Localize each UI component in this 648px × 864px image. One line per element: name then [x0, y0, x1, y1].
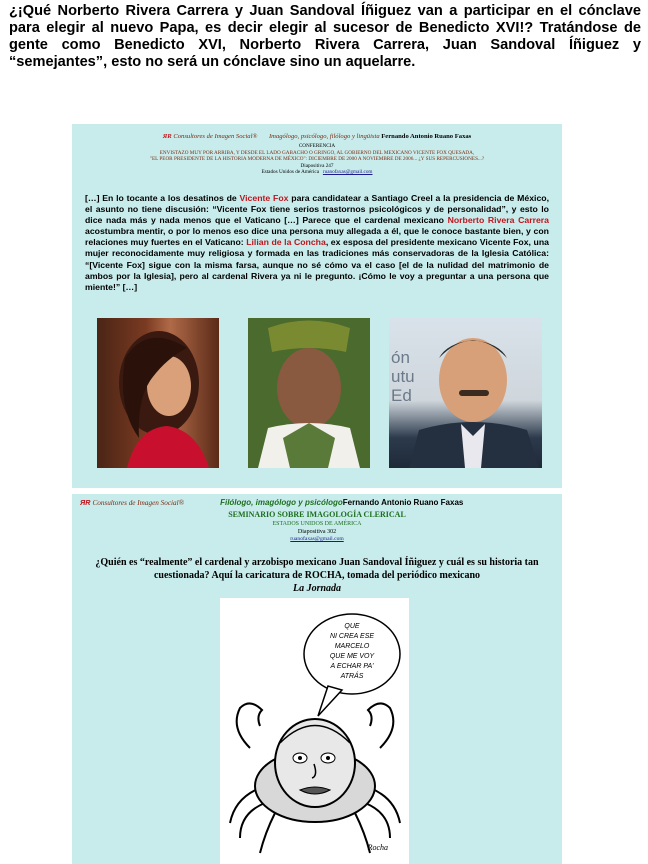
bubble-line: QUE ME VOY — [329, 653, 375, 660]
seminar-slide — [72, 494, 562, 864]
email-link[interactable]: ruanofaxas@gmail.com — [290, 536, 344, 542]
name-vicente-fox: Vicente Fox — [239, 193, 289, 203]
brand-name: Consultores de Imagen Social® — [173, 133, 258, 140]
seminar-header-lines — [72, 510, 562, 543]
photo-vicente-fox — [389, 318, 542, 468]
author-roles: Filólogo, imagólogo y psicólogo — [220, 498, 343, 507]
cartoon-intro: ¿Quién es “realmente” el cardenal y arzobispo mexicano Juan Sandoval Íñiguez y cuál es su historia tan cuestionada? Aquí la caricatura de ROCHA, tomada del periódico mexicano La Jornada — [95, 557, 539, 594]
brand-name: Consultores de Imagen Social® — [92, 499, 185, 507]
seminar-title: SEMINARIO SOBRE IMAGOLOGÍA CLERICAL — [228, 510, 406, 519]
slide-number: Diapositiva 247 — [300, 162, 334, 169]
name-lilian-de-la-concha: Lilian de la Concha — [246, 237, 326, 248]
brand-logo: ЯR — [80, 498, 91, 507]
conference-slide — [72, 124, 562, 488]
seminar-country: ESTADOS UNIDOS DE AMÉRICA — [272, 521, 362, 527]
newspaper-name: La Jornada — [292, 583, 342, 594]
slide-header — [72, 133, 562, 140]
slide-header-lines — [72, 143, 562, 176]
author-roles: Imagólogo, psicólogo, filólogo y lingüista — [268, 133, 380, 140]
country-label: Estados Unidos de América — [261, 169, 319, 176]
conference-label: CONFERENCIA — [298, 143, 336, 149]
background-banner-text: ón utu Ed — [391, 348, 415, 405]
bubble-line: MARCELO — [334, 643, 370, 650]
slide-number: Diapositiva 302 — [297, 529, 337, 535]
bubble-line: NI CREA ESE — [329, 633, 375, 640]
slide-header — [80, 498, 463, 507]
author-name: Fernando Antonio Ruano Faxas — [381, 133, 472, 140]
brand-logo: ЯR — [162, 133, 172, 140]
quote-paragraph: […] En lo tocante a los desatinos de Vicente Fox para candidatear a Santiago Creel a la presidencia de México, el asunto no tiene discusión: “Vicente Fox tiene serios trastornos psicológicos y de personalidad”, y esto lo dice nada más y nada menos que el Vaticano […] Parece que el cardenal mexicano Norberto Rivera Carrera acostumbra mentir, o por lo menos eso dice una persona muy allegada a él, que le conoce bastante bien, y con relaciones muy fuertes en el Vaticano: Lilian de la Concha, ex esposa del presidente mexicano Vicente Fox, una mujer reconocidamente muy religiosa y formada en las tradiciones más conservadoras de la Iglesia Católica: “[Vicente Fox] sigue con la misma farsa, aunque no sé cómo va el caso [el de la nulidad del matrimonio de ambos por la Iglesia], pero al cardenal Rivera ya ni le pregunto. ¡Cómo le voy a preguntar a una persona que miente!” […] — [85, 193, 550, 292]
bubble-line: A ECHAR PA' — [330, 663, 374, 670]
conference-subtitle: ENVISTAZO MUY POR ARRIBA, Y DESDE EL LADO GABACHO O GRINGO, AL GOBIERNO DEL MEXICANO VICENTE FOX QUESADA, — [159, 149, 475, 156]
name-norberto-rivera: Norberto Rivera Carrera — [447, 215, 550, 226]
photo-woman — [97, 318, 219, 468]
email-link[interactable]: ruanofaxas@gmail.com — [322, 169, 373, 176]
headline: ¿¡Qué Norberto Rivera Carrera y Juan Sandoval Íñiguez van a participar en el cónclave para elegir al nuevo Papa, es decir elegir al sucesor de Benedicto XVI!? Tratándose de gente como Benedicto XVI, Norberto Rivera Carrera, Juan Sandoval Íñiguez y “semejantes”, esto no será un cónclave sino un aquelarre. — [9, 3, 641, 70]
rocha-cartoon — [220, 598, 409, 864]
photo-cardinal — [248, 318, 370, 468]
photo-caption — [111, 452, 205, 458]
conference-subtitle-2: "EL PEOR PRESIDENTE DE LA HISTORIA MODERNA DE MÉXICO": DICIEMBRE DE 2000 A NOVIEMBRE DE 2006... ¿Y SUS REPERCUSIONES...? — [149, 156, 485, 163]
author-name: Fernando Antonio Ruano Faxas — [342, 498, 464, 507]
bubble-line: ATRÁS — [340, 673, 364, 680]
bubble-line: QUE — [344, 623, 360, 630]
cartoonist-signature: Rocha — [367, 843, 388, 852]
